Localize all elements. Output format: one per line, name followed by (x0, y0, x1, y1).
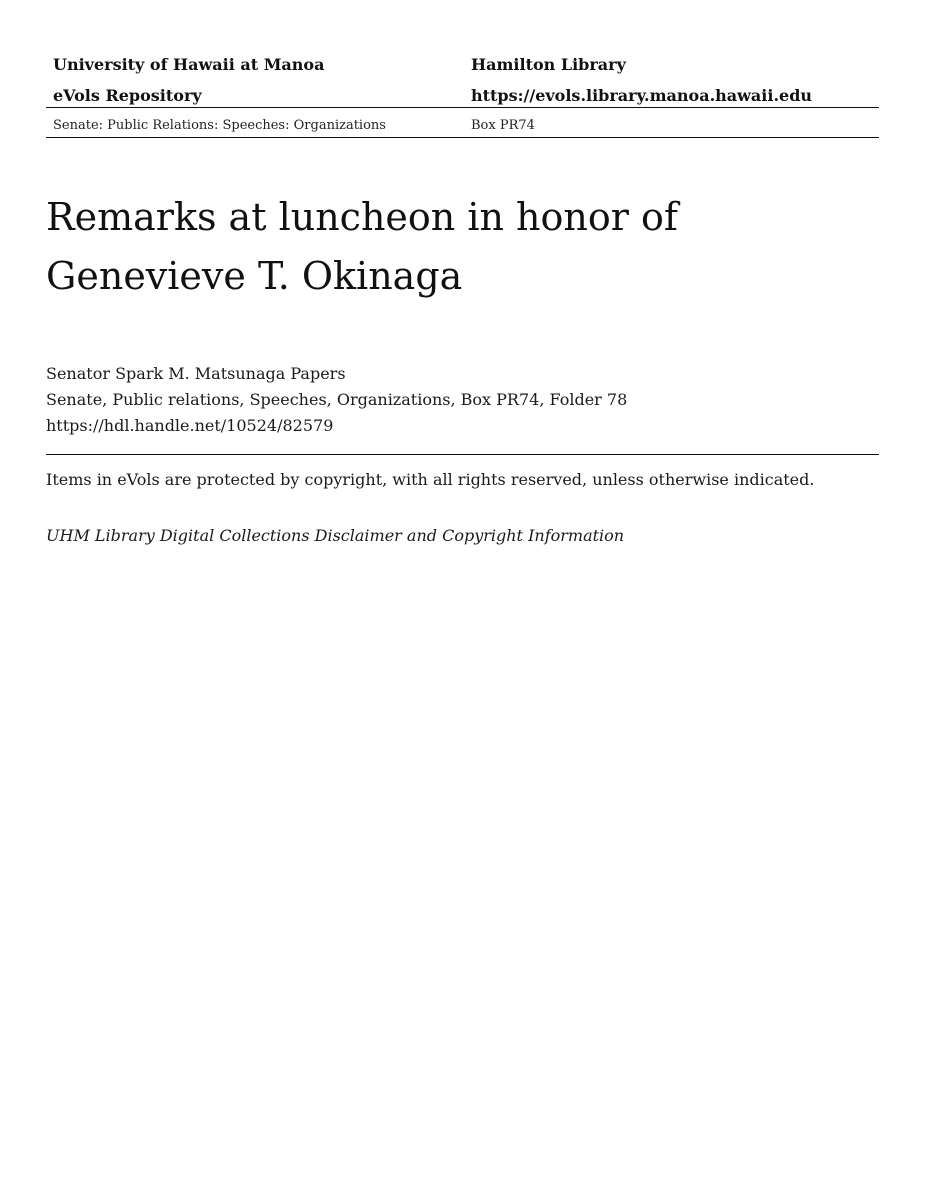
document-metadata (46, 361, 879, 439)
papers-collection: Senator Spark M. Matsunaga Papers (46, 364, 346, 383)
title-line-2: Genevieve T. Okinaga (46, 254, 463, 298)
document-title (46, 188, 879, 306)
title-line-1: Remarks at luncheon in honor of (46, 195, 678, 239)
handle-link[interactable]: https://hdl.handle.net/10524/82579 (46, 416, 334, 435)
header-divider (46, 107, 879, 108)
copyright-notice: Items in eVols are protected by copyright, with all rights reserved, unless otherwise indicated. (46, 470, 815, 489)
folder-location: Senate, Public relations, Speeches, Organizations, Box PR74, Folder 78 (46, 390, 628, 409)
metadata-divider (46, 454, 879, 455)
library-name: Hamilton Library (471, 55, 626, 74)
box-label: Box PR74 (471, 118, 535, 133)
repository-url[interactable]: https://evols.library.manoa.hawaii.edu (471, 86, 813, 105)
repository-name: eVols Repository (53, 86, 202, 105)
institution-name: University of Hawaii at Manoa (53, 55, 325, 74)
subheader-divider (46, 137, 879, 138)
collection-path: Senate: Public Relations: Speeches: Organizations (53, 118, 386, 133)
disclaimer-link[interactable]: UHM Library Digital Collections Disclaimer and Copyright Information (46, 526, 625, 545)
